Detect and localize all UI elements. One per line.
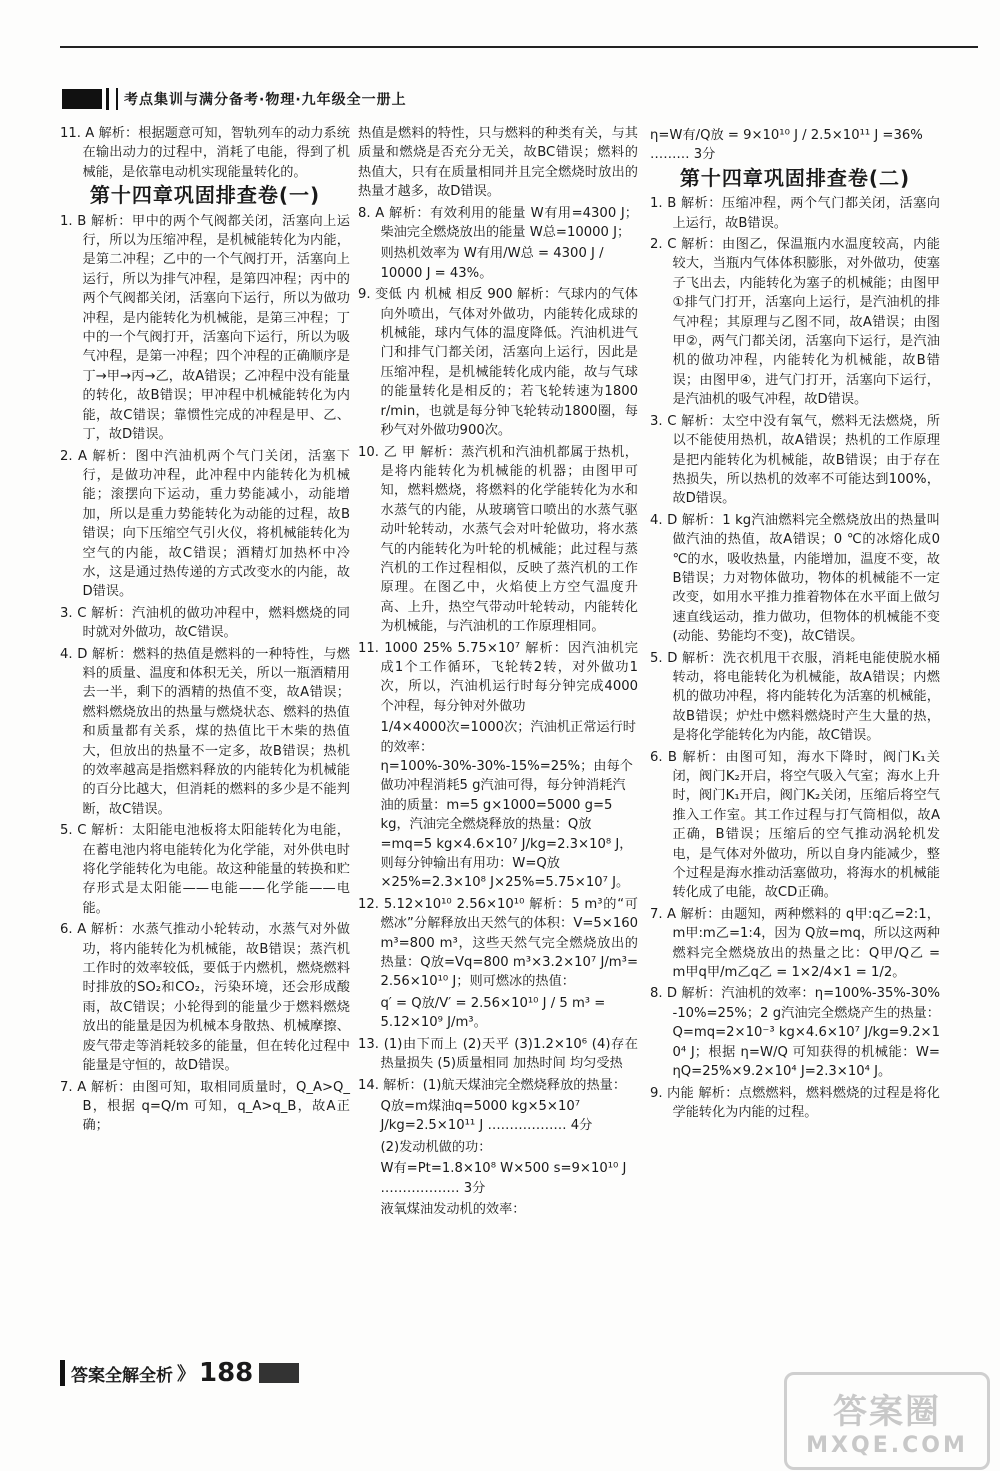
answer2-5: 5. D 解析：洗衣机甩干衣服，消耗电能使脱水桶转动，将电能转化为机械能，故A错误；内燃机的做功冲程，将内能转化为活塞的机械能，故B错误；炉灶中燃料燃烧时产生大量的热，是将化学能转化为内能，故C错误。 (650, 650, 940, 744)
answer-14-eff-label: 液氧煤油发动机的效率： (380, 1201, 526, 1217)
answer-14-work-label: (2)发动机做的功： (380, 1139, 492, 1155)
answer-11: 11. A 解析：根据题意可知，智轨列车的动力系统在输出动力的过程中，消耗了电能，得到了机械能，是依靠电动机实现能量转化的。 (60, 126, 350, 180)
page-number: 188 (199, 1358, 254, 1388)
answer2-6: 6. B 解析：由图可知，海水下降时，阀门K₁关闭，阀门K₂开启，将空气吸入气室；海水上升时，阀门K₁开启，阀门K₂关闭，压缩后将空气推入工作室。其工作过程与打气筒相似，故A正确，B错误；压缩后的空气推动涡轮机发电，是气体对外做功，所以自身内能减少，整个过程是海水推动活塞做功，将海水的机械能转化成了电能，故CD正确。 (650, 749, 940, 901)
answer-9: 9. 变低 内 机械 相反 900 解析：气球内的气体向外喷出，气体对外做功，内能转化成球的机械能，球内气体的温度降低。汽油机进气门和排气门都关闭，活塞向上运行，因此是压缩冲程，是机械能转化成内能，故与气球的能量转化是相反的；若飞轮转速为1800 r/min，也就是每分钟飞轮转动1800圈，每秒气对外做功900次。 (358, 287, 638, 439)
answer2-3: 3. C 解析：太空中没有氧气，燃料无法燃烧，所以不能使用热机，故A错误；热机的工作原理是把内能转化为机械能，故B错误；由于存在热损失，所以热机的效率不可能达到100%，故D错误。 (650, 413, 940, 507)
watermark-text: 答案圈 (833, 1392, 941, 1432)
answer-4: 4. D 解析：燃料的热值是燃料的一种特性，与燃料的质量、温度和体积无关，所以一瓶酒精用去一半，剩下的酒精的热值不变，故A错误；燃料燃烧放出的热量与燃烧状态、燃料的热值和质量都有关系，煤的热值比干木柴的热值大，但放出的热量不一定多，故B错误；热机的效率越高是指燃料释放的内能转化为机械能的百分比越大，但消耗的燃料的多少是不能判断，故C错误。 (60, 646, 350, 817)
answer-14-work: W有=Pt=1.8×10⁸ W×500 s=9×10¹⁰ J ……………… 3分 (380, 1161, 627, 1196)
answer2-8: 8. D 解析：汽油机的效率：η=100%-35%-30%-10%=25%；2 g汽油完全燃烧产生的热量：Q=mq=2×10⁻³ kg×4.6×10⁷ J/kg=9.2×10⁴ J；根据 η=W/Q 可知获得的机械能：W=ηQ=25%×9.2×10⁴ J=2.3×10⁴ J。 (650, 986, 940, 1080)
running-header (62, 86, 407, 112)
section-title-2: 第十四章巩固排查卷(二) (679, 165, 911, 190)
book-title: 考点集训与满分备考·物理·九年级全一册上 (124, 92, 407, 108)
footer-bar (60, 1360, 65, 1386)
answer-13: 13. (1)由下而上 (2)天平 (3)1.2×10⁶ (4)存在热量损失 (5)质量相同 加热时间 均匀受热 (358, 1036, 638, 1072)
page-footer (60, 1358, 299, 1388)
footer-arrows: 》 (177, 1364, 195, 1385)
answer2-7: 7. A 解析：由题知，两种燃料的 q甲:q乙=2:1，m甲:m乙=1:4，因为 Q放=mq，所以这两种燃料完全燃烧放出的热量之比：Q甲/Q乙 = m甲q甲/m乙q乙 = 1×2/4×1 = 1/2。 (650, 906, 940, 981)
answer-10: 10. 乙 甲 解析：蒸汽机和汽油机都属于热机，是将内能转化为机械能的机器；由图甲可知，燃料燃烧，将燃料的化学能转化为水和水蒸气的内能，从玻璃管口喷出的水蒸气驱动叶轮转动，水蒸气会对叶轮做功，将水蒸气的内能转化为叶轮的机械能；此过程与蒸汽机的工作过程相似，反映了蒸汽机的工作原理。在图乙中，火焰使上方空气温度升高、上升，热空气带动叶轮转动，内能转化为机械能，与汽油机的工作原理相同。 (358, 444, 638, 635)
column-left (60, 124, 350, 1138)
answer-11b: 11. 1000 25% 5.75×10⁷ 解析：因汽油机完成1个工作循环，飞轮转2转，对外做功1次，所以，汽油机运行时每分钟完成4000个冲程，每分钟对外做功 (358, 640, 638, 714)
answer-5: 5. C 解析：太阳能电池板将太阳能转化为电能，在蓄电池内将电能转化为化学能，对外供电时将化学能转化为电能。故这种能量的转换和贮存形式是太阳能——电能——化学能——电能。 (60, 823, 350, 916)
header-bars (106, 88, 118, 110)
answer-12-formula: q′ = Q放/V′ = 2.56×10¹⁰ J / 5 m³ = 5.12×10⁹ J/m³。 (380, 995, 606, 1031)
answer2-1: 1. B 解析：压缩冲程，两个气门都关闭，活塞向上运行，故B错误。 (650, 196, 940, 231)
answer-12: 12. 5.12×10¹⁰ 2.56×10¹⁰ 解析：5 m³的“可燃冰”分解释放出天然气的体积：V=5×160 m³=800 m³，这些天然气完全燃烧放出的热量：Q放=Vq=800 m³×3.2×10⁷ J/m³=2.56×10¹⁰ J；则可燃冰的热值： (358, 896, 638, 990)
efficiency-formula: η=W有/Q放 = 9×10¹⁰ J / 2.5×10¹¹ J =36% ……… 3分 (650, 128, 923, 163)
answer-14: 14. 解析：(1)航天煤油完全燃烧释放的热量： (358, 1077, 627, 1093)
watermark-url: MXQE.COM (806, 1433, 968, 1458)
answer-3: 3. C 解析：汽油机的做功冲程中，燃料燃烧的同时就对外做功，故C错误。 (60, 605, 350, 641)
answer2-9: 9. 内能 解析：点燃燃料，燃料燃烧的过程是将化学能转化为内能的过程。 (650, 1085, 940, 1120)
answer-6: 6. A 解析：水蒸气推动小轮转动，水蒸气对外做功，将内能转化为机械能，故B错误；蒸汽机工作时的效率较低，要低于内燃机，燃烧燃料时排放的SO₂和CO₂，污染环境，还会形成酸雨，故C错误；小轮得到的能量少于燃料燃烧放出的能量是因为机械本身散热、机械摩擦、废气带走等消耗较多的能量，但在转化过程中能量是守恒的，故D错误。 (60, 922, 350, 1074)
top-rule (60, 46, 978, 48)
answer2-4: 4. D 解析：1 kg汽油燃料完全燃烧放出的热量叫做汽油的热值，故A错误；0 ℃的冰熔化成0 ℃的水，吸收热量，内能增加，温度不变，故B错误；力对物体做功，物体的机械能不一定改变，如用水平推力推着物体在水平面上做匀速直线运动，推力做功，但物体的机械能不变(动能、势能均不变)，故C错误。 (650, 512, 940, 645)
footer-label: 答案全解全析 (71, 1365, 173, 1386)
answer-2: 2. A 解析：图中汽油机两个气门关闭，活塞下行，是做功冲程，此冲程中内能转化为机械能；滚摆向下运动，重力势能减小，动能增加，所以是重力势能转化为动能的过程，故B错误；向下压缩空气引火仪，将机械能转化为空气的内能，故C错误；酒精灯加热杯中冷水，这是通过热传递的方式改变水的内能，故D错误。 (60, 448, 350, 600)
answer-7-cont: 热值是燃料的特性，只与燃料的种类有关，与其质量和燃烧是否充分无关，故BC错误；燃料的热值大，只有在质量相同并且完全燃烧时放出的热量才越多，故D错误。 (358, 126, 638, 200)
section-title-1: 第十四章巩固排查卷(一) (89, 183, 321, 208)
answer-8-formula: 则热机效率为 W有用/W总 = 4300 J / 10000 J = 43%。 (380, 246, 604, 281)
watermark-logo (784, 1372, 990, 1470)
answer-14-heat: Q放=m煤油q=5000 kg×5×10⁷ J/kg=2.5×10¹¹ J ……………… 4分 (380, 1098, 593, 1134)
answer-1: 1. B 解析：甲中的两个气阀都关闭，活塞向上运行，所以为压缩冲程，是机械能转化为内能，是第二冲程；乙中的一个气阀打开，活塞向上运行，所以为排气冲程，是第四冲程；丙中的两个气阀都关闭，活塞向下运行，所以为做功冲程，是内能转化为机械能，是第三冲程；丁中的一个气阀打开，活塞向下运行，所以为吸气冲程，是第一冲程；四个冲程的正确顺序是丁→甲→丙→乙，故A错误；乙冲程中没有能量的转化，故B错误；甲冲程中机械能转化为内能，故C错误；靠惯性完成的冲程是甲、乙、丁，故D错误。 (60, 213, 350, 443)
header-block (62, 89, 102, 109)
answer2-2: 2. C 解析：由图乙，保温瓶内水温度较高，内能较大，当瓶内气体体积膨胀，对外做功，使塞子飞出去，内能转化为塞子的机械能；由图甲①排气门打开，活塞向上运行，是汽油机的排气冲程；其原理与乙图不同，故A错误；由图甲②，两气门都关闭，活塞向下运行，是汽油机的做功冲程，内能转化为机械能，故B错误；由图甲④，进气门打开，活塞向下运行，是汽油机的吸气冲程，故D错误。 (650, 237, 940, 408)
footer-block (259, 1363, 299, 1383)
answer-11b-calc: 1/4×4000次=1000次；汽油机正常运行时的效率：η=100%-30%-30%-15%=25%；由每个做功冲程消耗5 g汽油可得，每分钟消耗汽油的质量：m=5 g×1000=5000 g=5 kg，汽油完全燃烧释放的热量：Q放=mq=5 kg×4.6×10⁷ J/kg=2.3×10⁸ J，则每分钟输出有用功：W=Q放×25%=2.3×10⁸ J×25%=5.75×10⁷ J。 (380, 720, 636, 891)
column-middle (358, 124, 638, 1221)
answer-8: 8. A 解析：有效利用的能量 W有用=4300 J；柴油完全燃烧放出的能量 W总=10000 J； (358, 205, 638, 241)
column-right (650, 124, 940, 1124)
answer-7: 7. A 解析：由图可知，取相同质量时，Q_A>Q_B，根据 q=Q/m 可知，q_A>q_B，故A正确； (60, 1079, 350, 1134)
